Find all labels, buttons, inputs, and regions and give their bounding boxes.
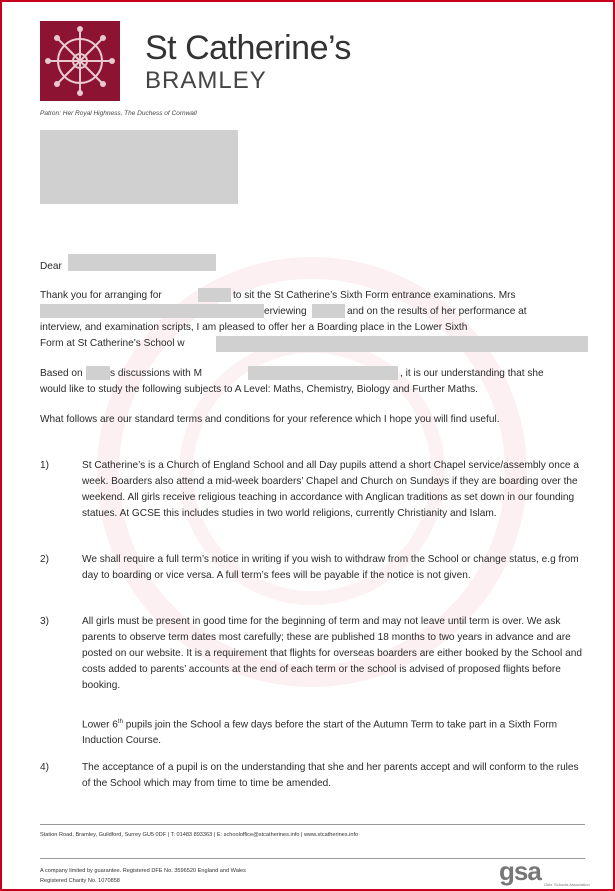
item-1-num: 1): [40, 460, 49, 471]
date-redaction: [216, 336, 588, 352]
pupil-redaction: [198, 288, 231, 302]
item-4-text: The acceptance of a pupil is on the understanding that she and her parents accept and will conform to the rules of the School which may from time to time be amended.: [82, 762, 579, 789]
gsa-logo: gsa: [499, 856, 541, 886]
pupil-redaction-3: [86, 366, 110, 380]
patron-line: Patron: Her Royal Highness, The Duchess of Cornwall: [40, 110, 197, 117]
item-4-num: 4): [40, 762, 49, 773]
p2-c: , it is our understanding that she: [400, 368, 544, 379]
item-3-note: Lower 6th pupils join the School a few days before the start of the Autumn Term to take part in a Sixth Form Induction Course.: [82, 719, 558, 747]
item-3-text: All girls must be present in good time for the beginning of term and may not leave until term is over. We ask parents to observe term dates most carefully; these are published 18 months to two years in advance and are posted on our website. It is a requirement that flights for overseas boarders are either booked by the School and costs added to parents’ accounts at the end of each term or the school is advised of proposed flights before booking.: [82, 616, 582, 691]
pupil-redaction-2: [312, 304, 345, 318]
staff-redaction: [248, 366, 398, 380]
address-redaction: [40, 130, 238, 204]
name-redaction: [68, 254, 216, 271]
p1-d: and on the results of her performance at: [347, 306, 527, 317]
p1-b: to sit the St Catherine’s Sixth Form entrance examinations. Mrs: [233, 290, 516, 301]
p1-a: Thank you for arranging for: [40, 290, 162, 301]
p1-c: erviewing: [264, 306, 307, 317]
gsa-subtitle: Girls' Schools Association: [544, 882, 590, 887]
ship-wheel-icon: [40, 21, 120, 101]
p3: What follows are our standard terms and conditions for your reference which I hope you will find useful.: [40, 414, 500, 425]
p1-f: Form at St Catherine’s School w: [40, 338, 185, 349]
item-3-num: 3): [40, 616, 49, 627]
item-2-text: We shall require a full term’s notice in writing if you wish to withdraw from the School or change status, e.g from day to boarding or vice versa. A full term’s fees will be payable if the notice is not given.: [82, 554, 579, 581]
school-name: St Catherine’s: [145, 29, 351, 67]
p1-e: interview, and examination scripts, I am pleased to offer her a Boarding place in the Lower Sixth: [40, 322, 468, 333]
footer-company: A company limited by guarantee. Registered DFE No. 3596520 England and Wales: [40, 868, 246, 874]
school-place: BRAMLEY: [145, 67, 267, 94]
mrs-redaction: [40, 304, 264, 318]
salutation: Dear: [40, 261, 62, 272]
p2-b: s discussions with M: [110, 368, 202, 379]
footer-address: Station Road, Bramley, Guildford, Surrey GU5 0DF | T: 01483 893363 | E: schooloffice@stcatherines.info | www.stcatherines.info: [40, 832, 359, 838]
p2-a: Based on: [40, 368, 83, 379]
item-2-num: 2): [40, 554, 49, 565]
p2-d: would like to study the following subjects to A Level: Maths, Chemistry, Biology and Further Maths.: [40, 384, 478, 395]
item-1-text: St Catherine’s is a Church of England School and all Day pupils attend a short Chapel service/assembly once a week. Boarders also attend a mid-week boarders’ Chapel and Church on Sundays if they are boarding over the weekend. All girls receive religious teaching in accordance with Anglican traditions as set down in our founding statues. At GCSE this includes studies in two world religions, currently Christianity and Islam.: [82, 460, 579, 519]
footer-divider: [40, 824, 585, 825]
footer-charity: Registered Charity No. 1070858: [40, 878, 120, 884]
